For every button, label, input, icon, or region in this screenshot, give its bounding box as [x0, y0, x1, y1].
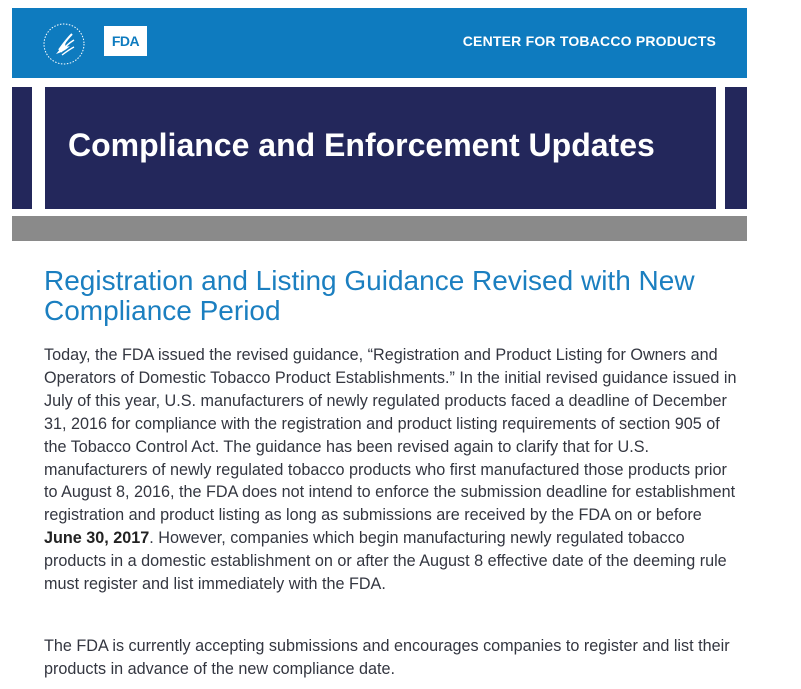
para1-text-start: Today, the FDA issued the revised guidance, “Registration and Product Listing for Owners and Operators of Domestic Tobacco Product Establishments.” In the initial revised guidance issued in July of this year, U.S. manufacturers of newly regulated products faced a deadline of December 31, 2016 for compliance with the registration and product listing requirements of section 905 of the Tobacco Control Act. The guidance has been revised again to clarify that for U.S. manufacturers of newly regulated tobacco products who first manufactured those products prior to August 8, 2016, the FDA does not intend to enforce the submission deadline for establishment registration and product listing as long as submissions are received by the FDA on or before [44, 346, 737, 525]
center-label: CENTER FOR TOBACCO PRODUCTS [462, 33, 716, 49]
title-stripe-left [12, 87, 32, 209]
title-block [45, 87, 716, 209]
article-paragraph-1 [44, 344, 744, 596]
fda-logo-text: FDA [111, 33, 140, 49]
title-band [12, 87, 747, 209]
title-stripe-right [725, 87, 747, 209]
article-heading: Registration and Listing Guidance Revised with New Compliance Period [44, 265, 695, 326]
hhs-eagle-icon [42, 22, 86, 66]
page-title: Compliance and Enforcement Updates [68, 127, 655, 163]
para1-text-end: . However, companies which begin manufacturing newly regulated tobacco products in a domestic establishment on or after the August 8 effective date of the deeming rule must register and list immediately with the FDA. [44, 529, 727, 594]
article-paragraph-2: The FDA is currently accepting submissions and encourages companies to register and list their products in advance of the new compliance date. [44, 637, 730, 678]
divider-bar [12, 216, 747, 241]
header-bar [12, 8, 747, 78]
fda-logo [104, 26, 147, 56]
compliance-date: June 30, 2017 [44, 529, 150, 548]
